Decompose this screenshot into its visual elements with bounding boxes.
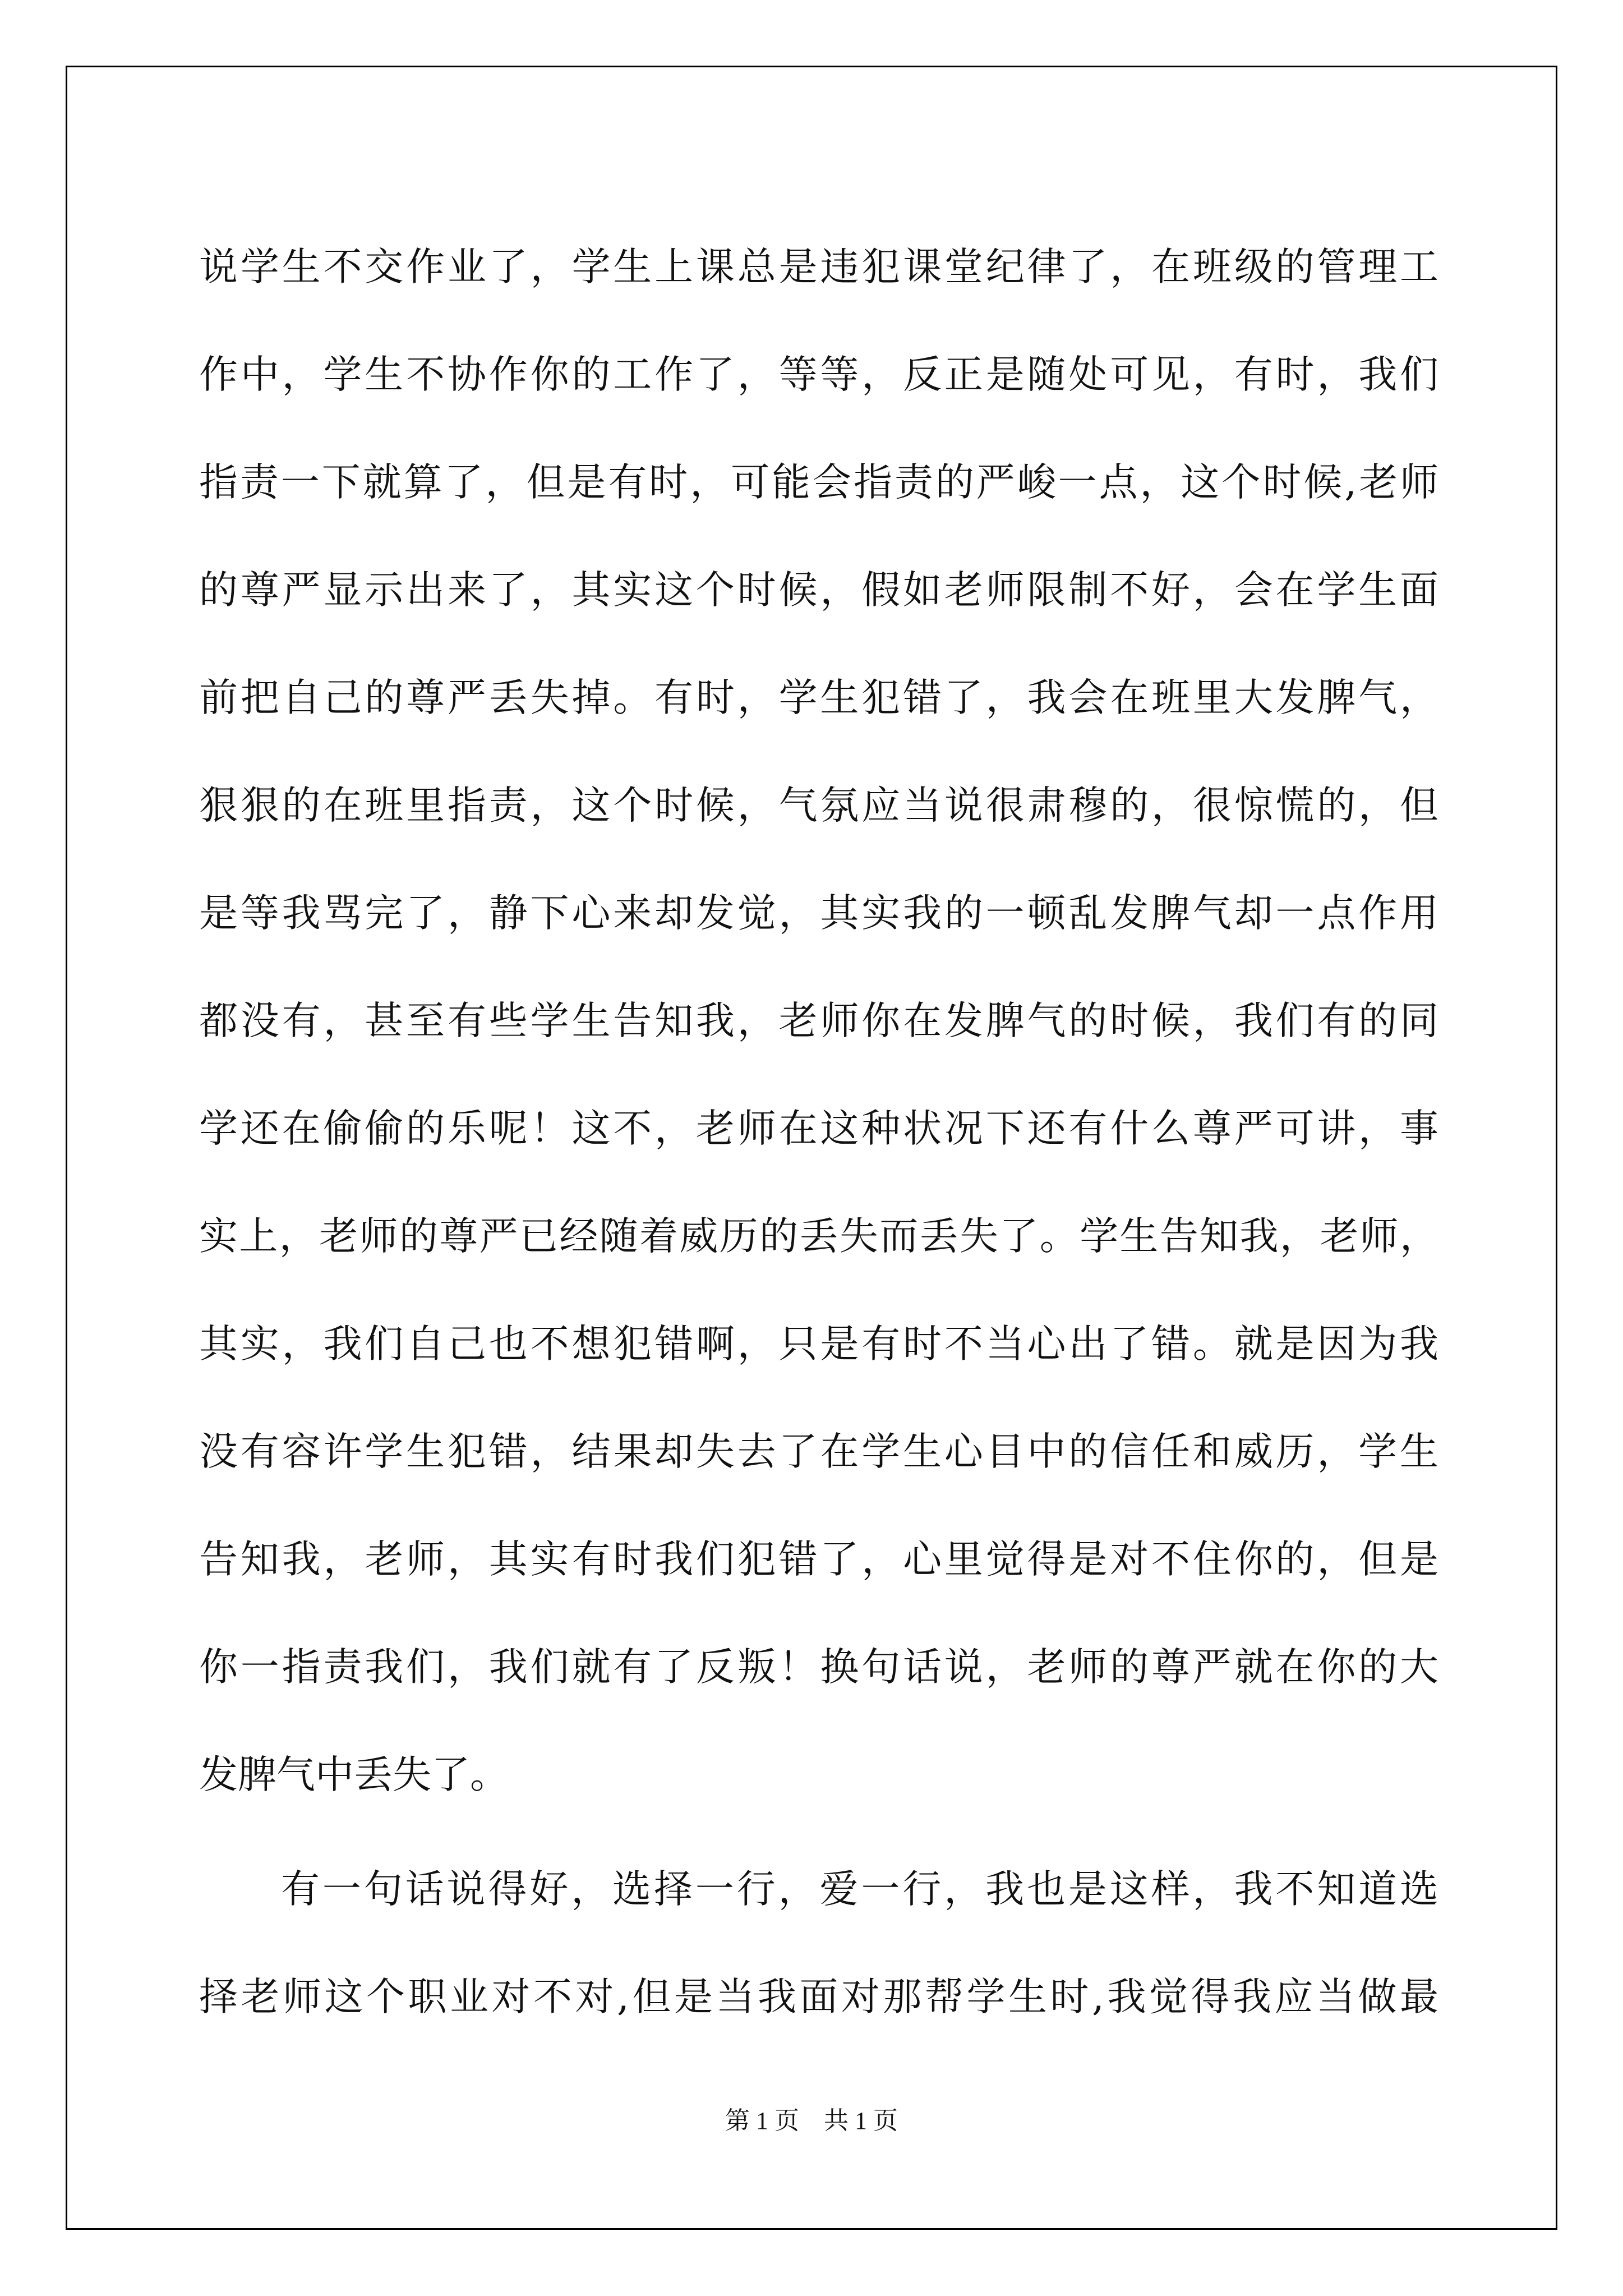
- text-line: 告知我，老师，其实有时我们犯错了，心里觉得是对不住你的，但是: [199, 1537, 1438, 1582]
- text-line: 有一句话说得好，选择一行，爱一行，我也是这样，我不知道选: [281, 1867, 1438, 1912]
- paragraph-gap: [199, 1829, 1438, 1835]
- text-line: 是等我骂完了，静下心来却发觉，其实我的一顿乱发脾气却一点作用: [199, 891, 1438, 936]
- text-line: 前把自己的尊严丢失掉。有时，学生犯错了，我会在班里大发脾气，: [199, 675, 1438, 720]
- text-line: 作中，学生不协作你的工作了，等等，反正是随处可见，有时，我们: [199, 352, 1438, 397]
- text-line: 指责一下就算了，但是有时，可能会指责的严峻一点，这个时候,老师: [199, 460, 1438, 505]
- text-line: 狠狠的在班里指责，这个时候，气氛应当说很肃穆的，很惊慌的，但: [199, 783, 1438, 828]
- text-line: 没有容许学生犯错，结果却失去了在学生心目中的信任和威历，学生: [199, 1429, 1438, 1474]
- text-line: 学还在偷偷的乐呢！这不，老师在这种状况下还有什么尊严可讲，事: [199, 1106, 1438, 1151]
- document-body: [199, 213, 1438, 2051]
- text-line: 发脾气中丢失了。: [199, 1752, 509, 1797]
- page-number: 第 1 页 共 1 页: [725, 2107, 898, 2134]
- text-line: 择老师这个职业对不对,但是当我面对那帮学生时,我觉得我应当做最: [199, 1975, 1438, 2019]
- text-line: 说学生不交作业了，学生上课总是违犯课堂纪律了，在班级的管理工: [199, 245, 1438, 289]
- text-line: 的尊严显示出来了，其实这个时候，假如老师限制不好，会在学生面: [199, 568, 1438, 613]
- text-line: 都没有，甚至有些学生告知我，老师你在发脾气的时候，我们有的同: [199, 999, 1438, 1043]
- text-line: 其实，我们自己也不想犯错啊，只是有时不当心出了错。就是因为我: [199, 1322, 1438, 1366]
- text-line: 你一指责我们，我们就有了反叛！换句话说，老师的尊严就在你的大: [199, 1645, 1438, 1690]
- text-line: 实上，老师的尊严已经随着威历的丢失而丢失了。学生告知我，老师，: [199, 1214, 1438, 1259]
